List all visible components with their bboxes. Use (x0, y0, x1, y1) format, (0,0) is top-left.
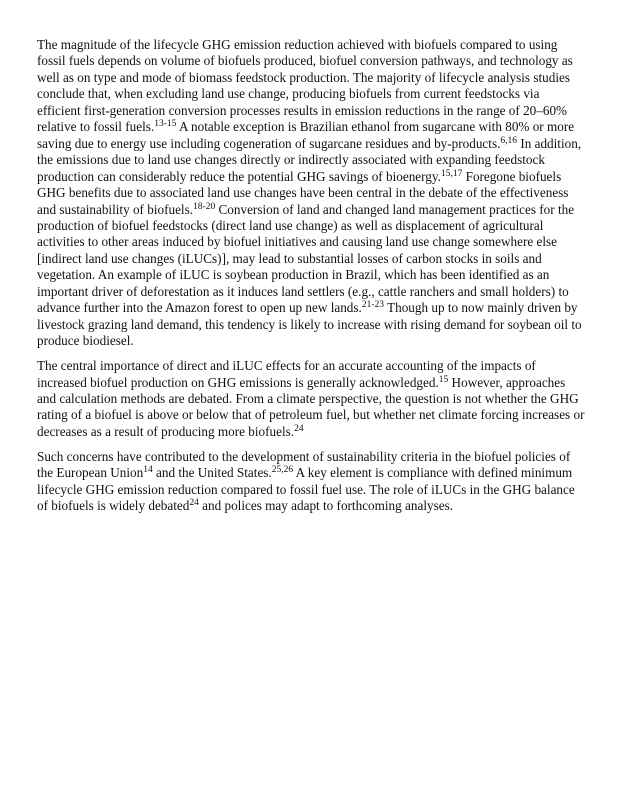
text-run: A notable exception is Brazilian ethanol from sugarcane with 80% or more saving due to energy use including cogeneration of sugarcane residues and by-products. (37, 119, 575, 151)
citation-superscript: 15 (438, 374, 449, 385)
text-run: Though up to now mainly driven by livestock grazing land demand, this tendency is likely to increase with rising demand for soybean oil to produce biodiesel. (37, 300, 582, 349)
text-run: Foregone biofuels GHG benefits due to associated land use changes have been central in the debate of the effectiveness and sustainability of biofuels. (37, 168, 569, 217)
citation-superscript: 6,16 (500, 135, 518, 146)
text-run: In addition, the emissions due to land use changes directly or indirectly associated with expanding feedstock production can considerably reduce the potential GHG savings of bioenergy. (37, 135, 582, 184)
paragraph-3 (37, 449, 585, 515)
body-text (37, 37, 585, 523)
text-run: A key element is compliance with defined minimum lifecycle GHG emission reduction compared to fossil fuel use. The role of iLUCs in the GHG balance of biofuels is widely debated (37, 465, 575, 514)
citation-superscript: 21-23 (361, 300, 384, 311)
paragraph-1 (37, 37, 585, 350)
citation-superscript: 24 (189, 498, 199, 509)
text-run: The central importance of direct and iLUC effects for an accurate accounting of the impacts of increased biofuel production on GHG emissions is generally acknowledged. (37, 358, 536, 390)
text-run: However, approaches and calculation methods are debated. From a climate perspective, the question is not whether the GHG rating of a biofuel is above or below that of petroleum fuel, but whether net climate forcing increases or decreases as a result of producing more biofuels. (37, 374, 585, 439)
text-run: Such concerns have contributed to the development of sustainability criteria in the biofuel policies of the European Union (37, 448, 571, 481)
text-run: Conversion of land and changed land management practices for the production of biofuel feedstocks (direct land use change) as well as displacement of agricultural activities to other areas induced by biofuel initiatives and causing land use change somewhere else [indirect land use changes (iLUCs)], may lead to substantial losses of carbon stocks in soils and vegetation. An example of iLUC is soybean production in Brazil, which has been identified as an important driver of deforestation as it induces land settlers (e.g., cattle ranchers and small holders) to advance further into the Amazon forest to open up new lands. (37, 201, 575, 316)
citation-superscript: 13-15 (154, 119, 177, 130)
text-run: and polices may adapt to forthcoming analyses. (198, 498, 454, 514)
citation-superscript: 15,17 (440, 168, 463, 179)
citation-superscript: 14 (143, 465, 153, 476)
text-run: The magnitude of the lifecycle GHG emission reduction achieved with biofuels compared to using fossil fuels depends on volume of biofuels produced, biofuel conversion pathways, and technology as well as on type and mode of biomass feedstock production. The majority of lifecycle analysis studies conclude that, when excluding land use change, producing biofuels from current feedstocks via efficient first-generation conversion processes results in emission reductions in the range of 20–60% relative to fossil fuels. (37, 37, 573, 135)
paragraph-2 (37, 358, 585, 440)
citation-superscript: 18-20 (193, 201, 216, 212)
text-run: and the United States. (152, 465, 272, 481)
citation-superscript: 25,26 (271, 465, 294, 476)
citation-superscript: 24 (294, 423, 304, 434)
